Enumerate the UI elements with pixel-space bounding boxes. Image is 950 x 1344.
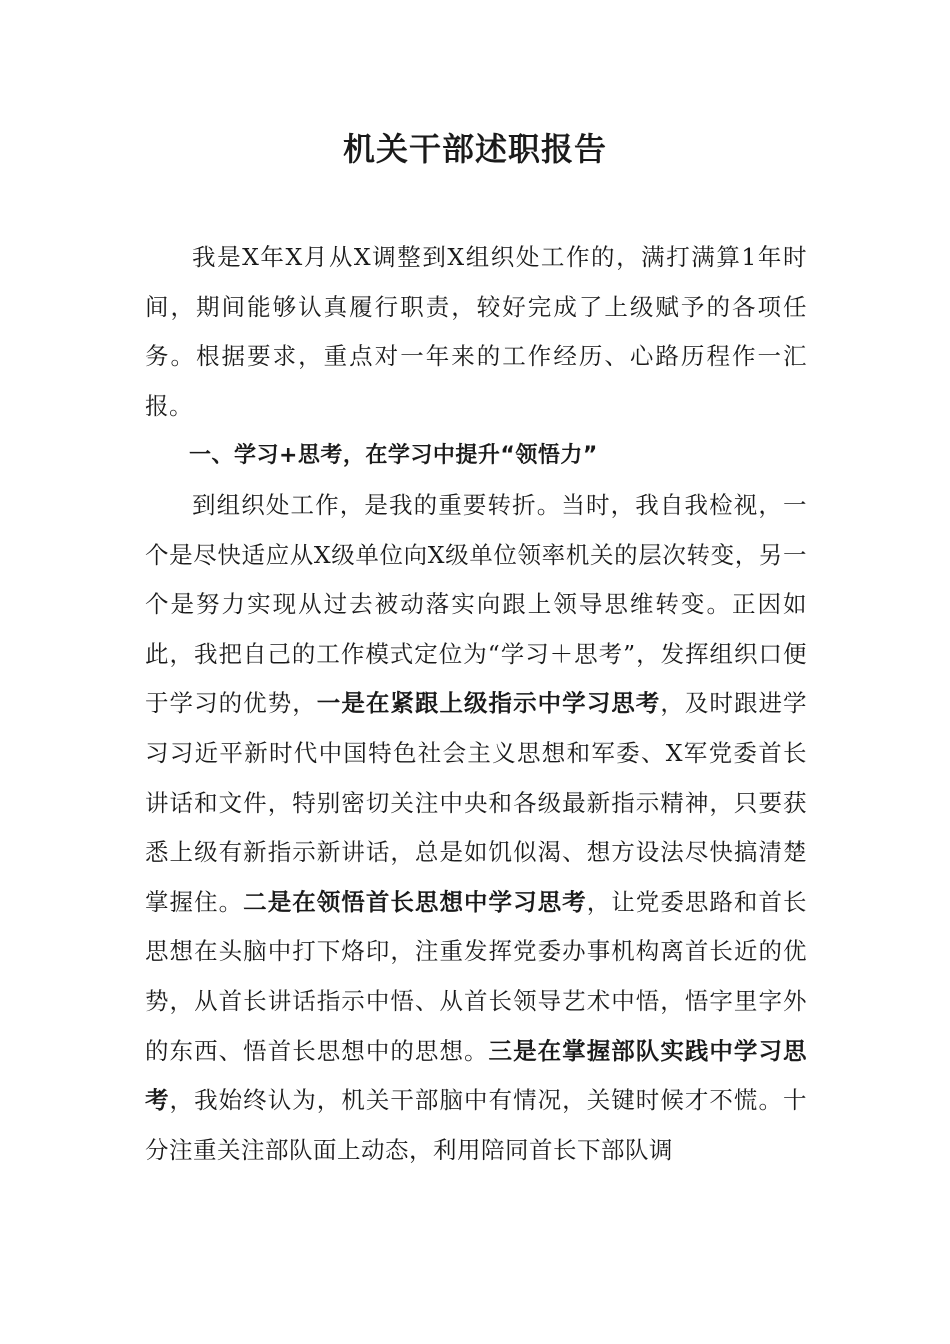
section-heading-1: 一、学习+思考，在学习中提升“领悟力” xyxy=(189,443,598,469)
document-body xyxy=(145,233,807,1175)
paragraph-text: ，及时跟进学习习近平新时代中国特色社会主义思想和军委、X军党委首长讲话和文件，特别密切关注中央和各级最新指示精神，只要获悉上级有新指示新讲话，总是如饥似渴、想方设法尽快搞清楚掌握住。 xyxy=(145,689,808,916)
section-1-paragraph xyxy=(145,481,807,1175)
paragraph-text: 到组织处工作，是我的重要转折。当时，我自我检视，一个是尽快适应从X级单位向X级单位领率机关的层次转变，另一个是努力实现从过去被动落实向跟上领导思维转变。正因如此，我把自己的工作模式定位为“学习＋思考”，发挥组织口便于学习的优势， xyxy=(145,490,807,718)
paragraph-text: ，我始终认为，机关干部脑中有情况，关键时候才不慌。十分注重关注部队面上动态，利用陪同首长下部队调 xyxy=(145,1086,808,1164)
emphasis-point-2: 二是在领悟首长思想中学习思考 xyxy=(243,887,587,916)
page-title: 机关干部述职报告 xyxy=(342,130,607,168)
emphasis-point-1: 一是在紧跟上级指示中学习思考 xyxy=(316,689,661,718)
paragraph-text: ，让党委思路和首长思想在头脑中打下烙印，注重发挥党委办事机构离首长近的优势，从首长讲话指示中悟、从首长领导艺术中悟，悟字里字外的东西、悟首长思想中的思想。 xyxy=(145,887,808,1065)
emphasis-point-3: 三是在掌握部队实践中学习思考 xyxy=(145,1036,808,1115)
intro-paragraph: 我是X年X月从X调整到X组织处工作的，满打满算1年时间，期间能够认真履行职责，较好完成了上级赋予的各项任务。根据要求，重点对一年来的工作经历、心路历程作一汇报。 xyxy=(145,243,807,420)
